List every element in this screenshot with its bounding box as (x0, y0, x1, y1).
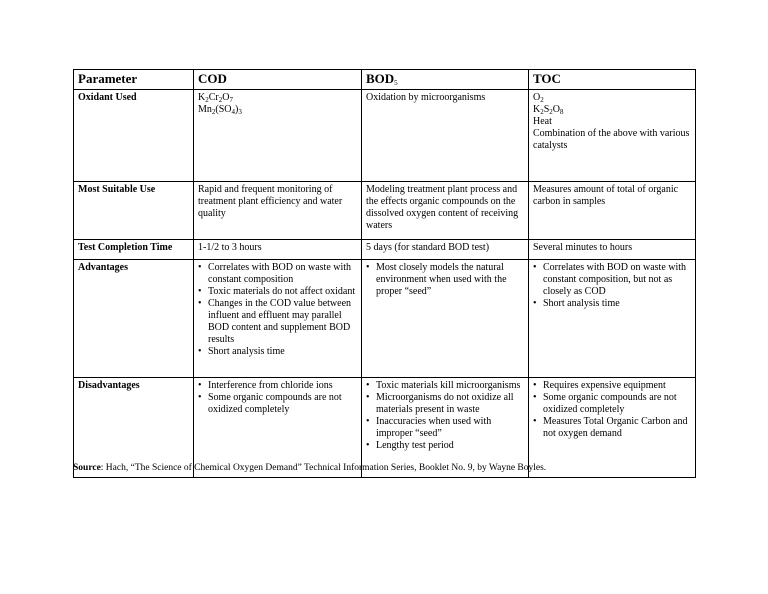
list-item: • Short analysis time (198, 346, 357, 358)
comparison-table (73, 69, 696, 478)
header-cod: COD (194, 70, 362, 90)
row-label-advantages: Advantages (74, 260, 194, 378)
list-item: • Short analysis time (533, 298, 691, 310)
table-row-oxidant (74, 90, 696, 182)
cell-cod-time: 1-1/2 to 3 hours (194, 240, 362, 260)
list-item: • Measures Total Organic Carbon and not oxygen demand (533, 416, 691, 440)
source-label: Source (73, 463, 101, 473)
row-label-disadvantages: Disadvantages (74, 378, 194, 478)
list-item: • Requires expensive equipment (533, 380, 691, 392)
list-item: • Some organic compounds are not oxidized completely (198, 392, 357, 416)
cell-bod-use: Modeling treatment plant process and the effects organic compounds on the dissolved oxygen content of receiving waters (362, 182, 529, 240)
cell-bod-oxidant: Oxidation by microorganisms (362, 90, 529, 182)
cell-toc-advantages (529, 260, 696, 378)
list-item: • Correlates with BOD on waste with constant composition (198, 262, 357, 286)
cell-bod-time: 5 days (for standard BOD test) (362, 240, 529, 260)
cell-cod-oxidant (194, 90, 362, 182)
list-item: • Correlates with BOD on waste with constant composition, but not as closely as COD (533, 262, 691, 298)
formula-potassium-persulfate: $K_2S_2O_8$ (533, 104, 564, 116)
list-item: • Inaccuracies when used with improper “seed” (366, 416, 524, 440)
list-item: • Changes in the COD value between influent and effluent may parallel BOD content and supplement BOD results (198, 298, 357, 346)
list-item: • Toxic materials do not affect oxidant (198, 286, 357, 298)
formula-oxygen: $O_2$ (533, 92, 544, 104)
cell-bod-advantages (362, 260, 529, 378)
list-item: • Lengthy test period (366, 440, 524, 452)
toc-oxidant-heat: Heat (533, 116, 552, 127)
header-row (74, 70, 696, 90)
table-row-time (74, 240, 696, 260)
list-item: • Some organic compounds are not oxidized completely (533, 392, 691, 416)
list-item: • Toxic materials kill microorganisms (366, 380, 524, 392)
cell-toc-oxidant (529, 90, 696, 182)
row-label-oxidant: Oxidant Used (74, 90, 194, 182)
formula-potassium-dichromate: $K_2Cr_2O_7$ (198, 92, 233, 104)
row-label-use: Most Suitable Use (74, 182, 194, 240)
header-toc: TOC (529, 70, 696, 90)
header-parameter: Parameter (74, 70, 194, 90)
source-citation (73, 462, 713, 474)
table-row-advantages (74, 260, 696, 378)
list-item: • Interference from chloride ions (198, 380, 357, 392)
list-item: • Most closely models the natural environment when used with the proper “seed” (366, 262, 524, 298)
cell-toc-use: Measures amount of total of organic carbon in samples (529, 182, 696, 240)
list-item: • Microorganisms do not oxidize all materials present in waste (366, 392, 524, 416)
table-row-use (74, 182, 696, 240)
cell-cod-use: Rapid and frequent monitoring of treatment plant efficiency and water quality (194, 182, 362, 240)
header-bod: $BOD_5$ (362, 70, 529, 90)
formula-manganese-sulfate: $Mn_2(SO_4)_3$ (198, 104, 242, 116)
cell-cod-advantages (194, 260, 362, 378)
row-label-time: Test Completion Time (74, 240, 194, 260)
toc-oxidant-combination: Combination of the above with various catalysts (533, 128, 690, 151)
cell-toc-time: Several minutes to hours (529, 240, 696, 260)
source-text: : Hach, “The Science of Chemical Oxygen Demand” Technical Information Series, Booklet No. 9, by Wayne Boyles. (100, 463, 547, 473)
